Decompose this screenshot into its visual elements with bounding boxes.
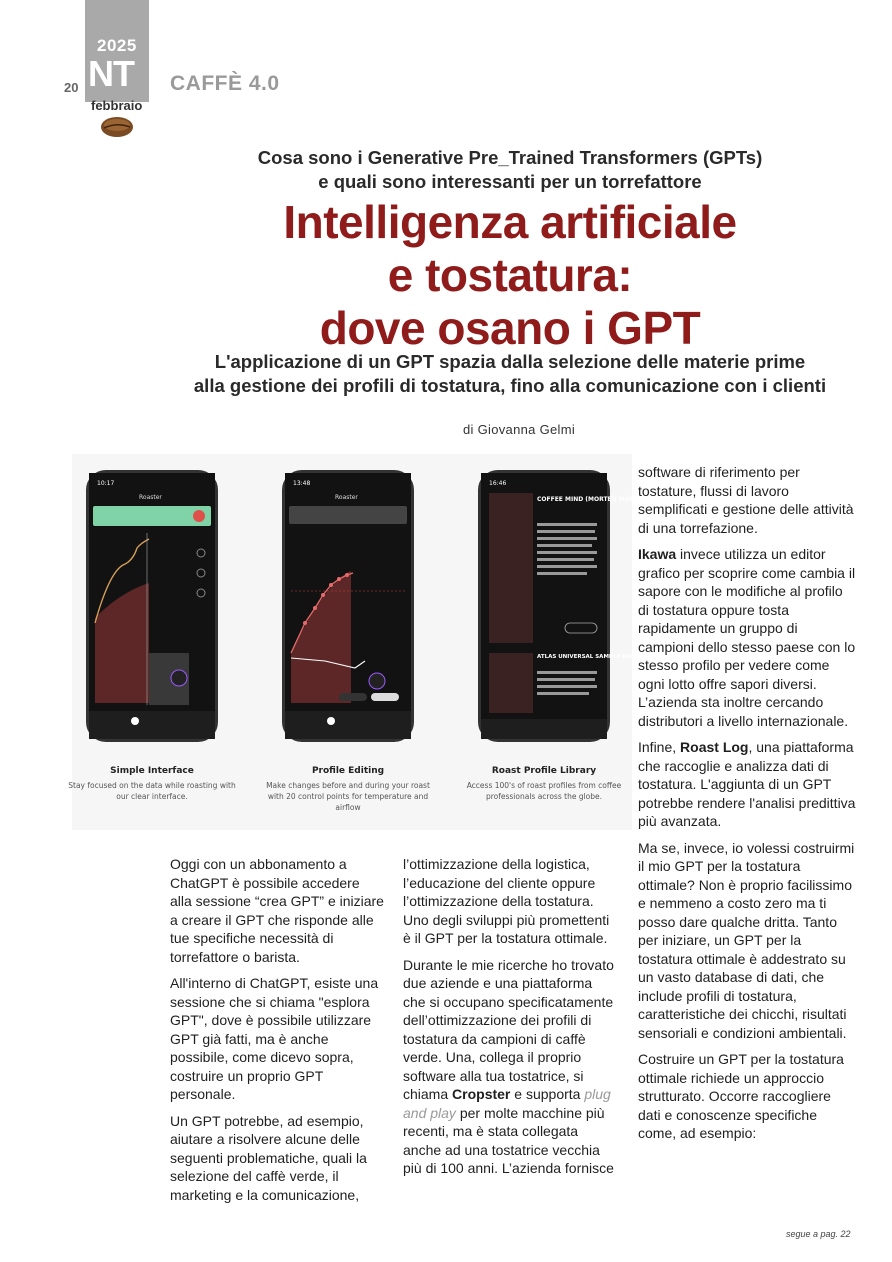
emphasis: plug and play (403, 1086, 611, 1121)
library-card2-title: ATLAS UNIVERSAL SAMPLE ROAST (537, 654, 643, 660)
section-title: CAFFÈ 4.0 (170, 72, 280, 95)
magazine-logo: NT (88, 53, 134, 94)
byline: di Giovanna Gelmi (463, 422, 576, 437)
phone-header: Roaster (139, 494, 162, 501)
roast-chart-screen (89, 473, 215, 739)
body-column-1 (170, 855, 385, 1212)
caption-profile-editing: Profile Editing Make changes before and during your roast with 20 control points for temperature and airflow (266, 766, 430, 812)
phone-profile-editing (282, 470, 414, 742)
paragraph: Infine, Roast Log, una piattaforma che raccoglie e analizza dati di tostatura. L'aggiunta di un GPT potrebbe rendere l'analisi predittiva più avanzata. (638, 739, 856, 829)
article-subtitle: L'applicazione di un GPT spazia dalla selezione delle materie prime alla gestione dei profili di tostatura, fino alla comunicazione con i clienti (193, 351, 827, 396)
phone-time: 16:46 (489, 480, 507, 487)
paragraph: Un GPT potrebbe, ad esempio, aiutare a risolvere alcune delle seguenti problematiche, quali la selezione del caffè verde, il marketing e la comunicazione, (170, 1112, 367, 1203)
paragraph: Durante le mie ricerche ho trovato due aziende e una piattaforma che si occupano specificatamente dell’ottimizzazione dei profili di tostatura da campioni di caffè verde. Una, collega il proprio software alla tua tostatrice, si chiama Cropster e supporta plug and play per molte macchine più recenti, ma è stata collegata anche ad una tostatrice vecchia più di 100 anni. L’azienda fornisce (403, 956, 614, 1176)
issue-year: 2025 (97, 36, 137, 55)
page-number: 20 (64, 80, 79, 95)
pretitle: Cosa sono i Generative Pre_Trained Transformers (GPTs) e quali sono interessanti per un torrefattore (257, 147, 763, 192)
brand-roast-log: Roast Log (680, 739, 749, 755)
article-title: Intelligenza artificiale e tostatura: dove osano i GPT (283, 196, 737, 354)
brand-cropster: Cropster (452, 1086, 511, 1102)
phone-simple-interface (86, 470, 218, 742)
phone-time: 10:17 (97, 480, 115, 487)
phone-time: 13:48 (293, 480, 311, 487)
paragraph: software di riferimento per tostature, flussi di lavoro semplificati e gestione delle attività di una torrefazione. (638, 464, 854, 536)
coffee-bean-icon (100, 116, 134, 138)
issue-month: febbraio (91, 98, 143, 113)
profile-editor-screen (285, 473, 411, 739)
paragraph: l’ottimizzazione della logistica, l’educazione del cliente oppure l’ottimizzazione della tostatura. Uno degli sviluppi più promettenti è il GPT per la tostatura ottimale. (403, 856, 610, 946)
brand-ikawa: Ikawa (638, 546, 677, 562)
paragraph: Oggi con un abbonamento a ChatGPT è possibile accedere alla sessione “crea GPT” e iniziare a creare il GPT che risponde alle tue specifiche necessità di torrefattore o barista. (170, 856, 384, 965)
caption-roast-library: Roast Profile Library Access 100's of roast profiles from coffee professionals across the globe. (466, 766, 622, 801)
caption-simple-interface: Simple Interface Stay focused on the data while roasting with our clear interface. (68, 766, 236, 801)
paragraph: Ma se, invece, io volessi costruirmi il mio GPT per la tostatura ottimale? Non è proprio facilissimo e nemmeno a costo zero ma ti posso dare qualche dritta. Tanto per iniziare, un GPT per la tostatura ottimale è addestrato su un vasto database di dati, che include profili di tostatura, caratteristiche dei chicchi, risultati sensoriali e condizioni ambientali. (638, 839, 855, 1041)
paragraph: Ikawa invece utilizza un editor grafico per scoprire come cambia il sapore con le modifiche al profilo di tostatura oppure tosta rapidamente un gruppo di campioni dello stesso paese con lo stesso profilo per vedere come ogni lotto offre sapori diversi. L’azienda sta inoltre cercando distributori a livello internazionale. (638, 546, 856, 729)
body-column-3 (638, 463, 856, 1151)
paragraph: Costruire un GPT per la tostatura ottimale richiede un approccio strutturato. Occorre raccogliere dati e conoscenze specifiche come, ad esempio: (638, 1051, 844, 1141)
paragraph: All'interno di ChatGPT, esiste una sessione che si chiama "esplora GPT", dove è possibile utilizzare GPT già fatti, ma è anche possibile, come dicevo sopra, costruire un proprio GPT personale. (170, 975, 379, 1102)
phone-header: Roaster (335, 494, 358, 501)
continued-note: segue a pag. 22 (786, 1229, 851, 1239)
body-column-2 (403, 855, 618, 1186)
library-card-title: COFFEE MIND (MORTEN MÜNCHOW) (537, 496, 659, 503)
